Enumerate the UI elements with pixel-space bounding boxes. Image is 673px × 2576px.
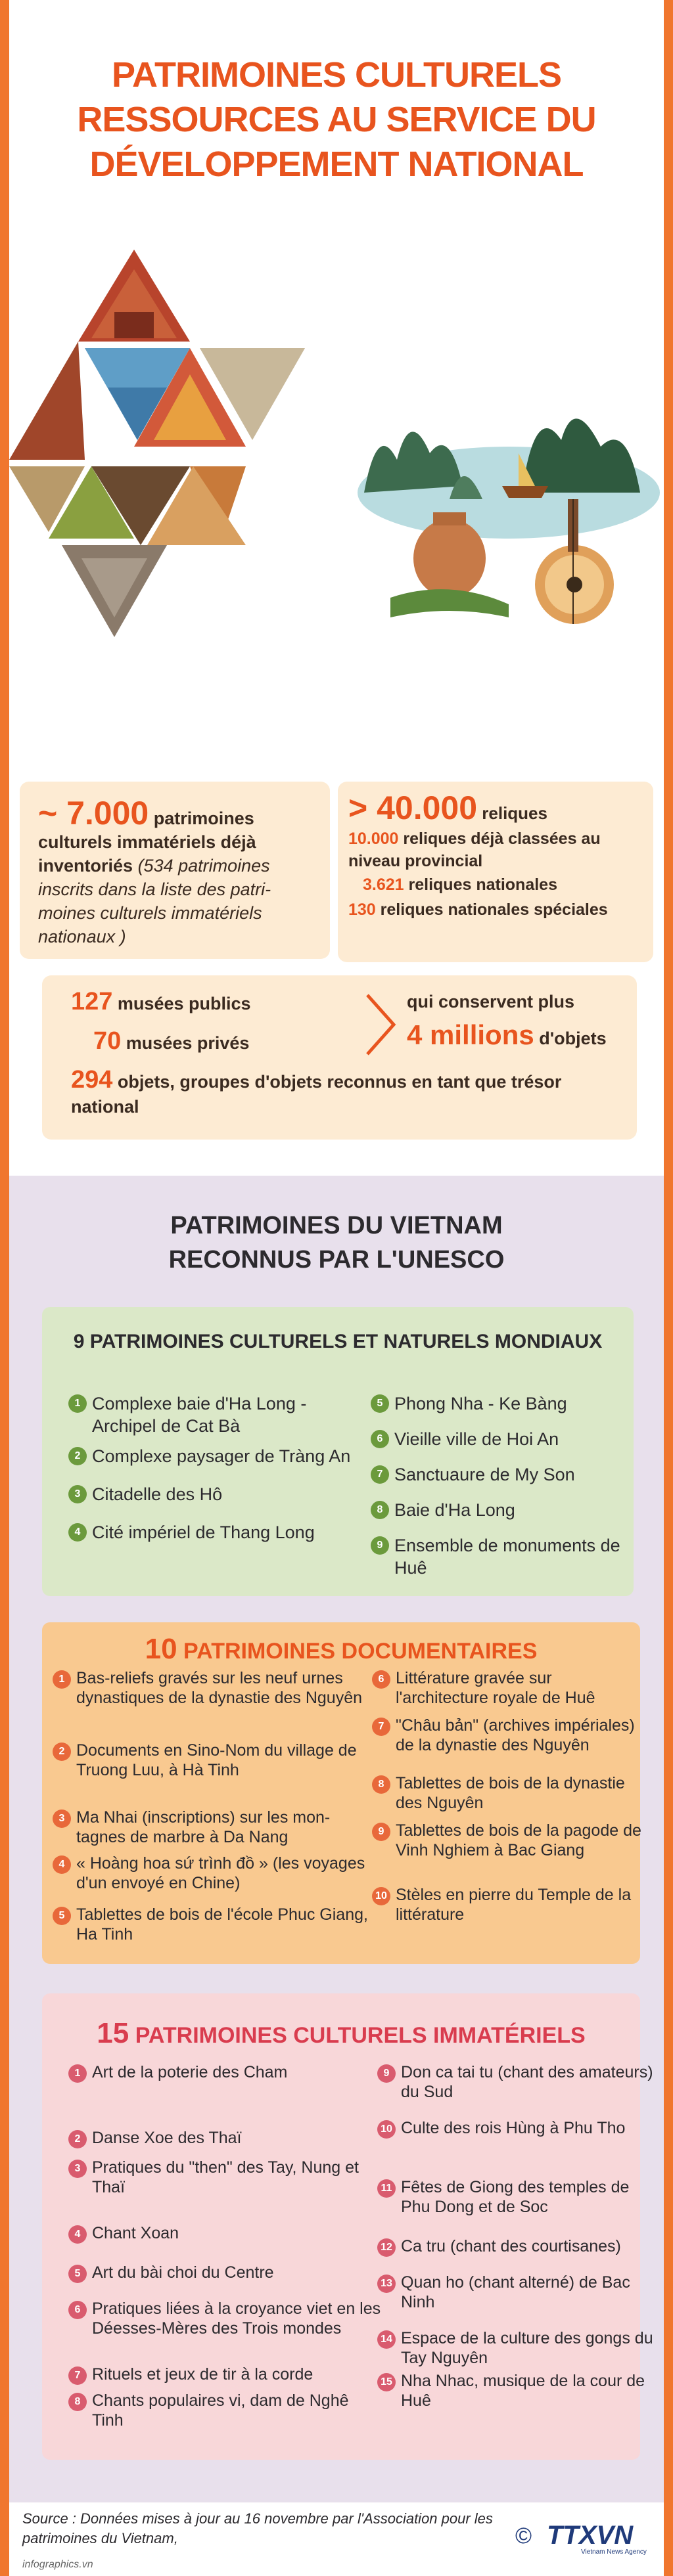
world-heritage-item: Vieille ville de Hoi An (394, 1429, 559, 1449)
intangible-count: 15 (97, 2017, 129, 2049)
documentary-item-number-icon: 6 (372, 1670, 390, 1689)
documentary-item: Tablettes de bois de la dynastie des Nguyên (396, 1774, 625, 1812)
national-label: reliques nationales (408, 876, 557, 894)
intangible-item-number-icon: 13 (377, 2275, 396, 2293)
documentary-item-number-icon: 5 (53, 1907, 71, 1925)
site-link[interactable]: infographics.vn (22, 2559, 93, 2570)
documentary-item: Ma Nhai (inscriptions) sur les mon-tagnes de marbre à Da Nang (76, 1808, 331, 1846)
private-museums-count: 70 (93, 1027, 122, 1055)
documentary-item-number-icon: 3 (53, 1810, 71, 1828)
intangible-item-number-icon: 9 (377, 2064, 396, 2083)
documentary-item: Documents en Sino-Nom du village de Truong Luu, à Hà Tinh (76, 1741, 357, 1779)
world-heritage-item-number-icon: 8 (371, 1501, 389, 1519)
ttxvn-logo (515, 2521, 660, 2554)
intangible-item-number-icon: 14 (377, 2330, 396, 2349)
intangible-item: Danse Xoe des Thaï (92, 2129, 242, 2147)
title-line-2: RESSOURCES AU SERVICE DU (77, 100, 596, 139)
world-heritage-item-number-icon: 7 (371, 1465, 389, 1484)
intangible-label-2: culturels immatériels déjà (38, 832, 256, 852)
treasure-count: 294 (71, 1066, 113, 1094)
museum-stat-box (42, 975, 637, 1140)
world-heritage-item-number-icon: 3 (68, 1485, 87, 1503)
documentary-item-number-icon: 1 (53, 1670, 71, 1689)
intangible-item-number-icon: 8 (68, 2393, 87, 2411)
intangible-item: Pratiques liées à la croyance viet en les Déesses-Mères des Trois mondes (92, 2299, 381, 2338)
intangible-item: Ca tru (chant des courtisanes) (401, 2237, 621, 2255)
relics-count: > 40.000 (348, 789, 478, 826)
documentary-item: Bas-reliefs gravés sur les neuf urnes dynastiques de la dynastie des Nguyên (76, 1669, 363, 1707)
unesco-title-line-2: RECONNUS PAR L'UNESCO (168, 1246, 505, 1274)
world-heritage-item-number-icon: 2 (68, 1447, 87, 1465)
unesco-title-line-1: PATRIMOINES DU VIETNAM (170, 1212, 503, 1239)
world-heritage-item: Complexe baie d'Ha Long - Archipel de Cat Bà (92, 1394, 307, 1436)
intangible-item-number-icon: 15 (377, 2373, 396, 2391)
private-museums-label: musées privés (126, 1033, 250, 1053)
special-label: reliques nationales spéciales (380, 900, 608, 919)
intangible-item: Nha Nhac, musique de la cour de Huê (401, 2372, 645, 2410)
world-heritage-item: Complexe paysager de Tràng An (92, 1446, 351, 1466)
documentary-item-number-icon: 2 (53, 1743, 71, 1761)
intangible-item: Espace de la culture des gongs du Tay Nguyên (401, 2329, 653, 2367)
intangible-title (42, 2017, 640, 2050)
documentary-item: « Hoàng hoa sứ trình đồ » (les voyages d'un envoyé en Chine) (76, 1854, 365, 1892)
unesco-title (9, 1209, 664, 1277)
world-heritage-item-number-icon: 1 (68, 1394, 87, 1413)
karst-mountains (364, 432, 463, 493)
intangible-item: Pratiques du "then" des Tay, Nung et Thaï (92, 2158, 359, 2196)
intangible-item-number-icon: 3 (68, 2160, 87, 2178)
intangible-item-number-icon: 7 (68, 2366, 87, 2385)
documentary-item-number-icon: 4 (53, 1855, 71, 1874)
world-heritage-item: Sanctuaure de My Son (394, 1465, 575, 1484)
public-museums-count: 127 (71, 988, 113, 1015)
intangible-item: Chants populaires vi, dam de Nghê Tinh (92, 2391, 349, 2430)
national-count: 3.621 (363, 876, 404, 894)
documentary-item: Stèles en pierre du Temple de la littérature (396, 1886, 632, 1924)
classified-count: 10.000 (348, 830, 399, 848)
page-title (9, 53, 664, 187)
intangible-item-number-icon: 12 (377, 2238, 396, 2257)
relics-label: reliques (482, 803, 547, 823)
intangible-label-1: patrimoines (153, 809, 254, 828)
halong-bay-illustration (351, 381, 660, 657)
documentary-label: PATRIMOINES DOCUMENTAIRES (183, 1639, 538, 1664)
world-heritage-item: Cité impériel de Thang Long (92, 1522, 315, 1542)
intangible-item-number-icon: 2 (68, 2130, 87, 2148)
intangible-item: Chant Xoan (92, 2224, 179, 2242)
objects-label: d'objets (539, 1029, 607, 1048)
intangible-item: Don ca tai tu (chant des amateurs) du Sud (401, 2063, 653, 2101)
heritage-photo-collage (9, 250, 364, 749)
copyright-symbol: © (515, 2523, 532, 2548)
documentary-item: Tablettes de bois de l'école Phuc Giang, Ha Tinh (76, 1905, 368, 1943)
chevron-right-icon (364, 992, 397, 1057)
world-heritage-item-number-icon: 5 (371, 1394, 389, 1413)
intangible-item: Art du bài choi du Centre (92, 2263, 274, 2282)
world-heritage-item: Ensemble de monuments de Huê (394, 1536, 620, 1578)
intangible-item: Quan ho (chant alterné) de Bac Ninh (401, 2273, 630, 2311)
world-heritage-title: 9 PATRIMOINES CULTURELS ET NATURELS MONDIAUX (73, 1331, 603, 1352)
intangible-item-number-icon: 1 (68, 2064, 87, 2083)
logo-text: TTXVN (547, 2521, 634, 2550)
documentary-title (42, 1633, 640, 1666)
photo-ceremony (9, 342, 85, 460)
intangible-item: Art de la poterie des Cham (92, 2063, 288, 2081)
title-line-1: PATRIMOINES CULTURELS (112, 55, 561, 95)
intangible-stat-box (20, 782, 330, 959)
documentary-item-number-icon: 7 (372, 1718, 390, 1736)
source-note: Source : Données mises à jour au 16 novembre par l'Association pour les patrimoines du Vietnam, (22, 2510, 493, 2546)
intangible-note: (534 patrimoines inscrits dans la liste des patri-moines culturels immatériels nationaux ) (38, 856, 271, 946)
intangible-item-number-icon: 10 (377, 2120, 396, 2139)
world-heritage-item-number-icon: 9 (371, 1536, 389, 1555)
intangible-item-number-icon: 6 (68, 2301, 87, 2319)
treasure-label: objets, groupes d'objets reconnus en tant que trésor national (71, 1072, 562, 1117)
conserve-label: qui conservent plus (407, 992, 575, 1011)
intangible-item-number-icon: 4 (68, 2225, 87, 2244)
documentary-item: Tablettes de bois de la pagode de Vinh Nghiem à Bac Giang (396, 1821, 641, 1859)
intangible-item-number-icon: 5 (68, 2265, 87, 2283)
world-heritage-item-number-icon: 4 (68, 1523, 87, 1542)
intangible-item: Fêtes de Giong des temples de Phu Dong et de Soc (401, 2178, 630, 2216)
documentary-item-number-icon: 9 (372, 1823, 390, 1841)
relics-stat-box (338, 782, 653, 962)
junk-boat (502, 486, 548, 498)
objects-count: 4 millions (407, 1019, 534, 1050)
documentary-item: "Châu bản" (archives impériales) de la dynastie des Nguyên (396, 1716, 635, 1754)
intangible-label-3: inventoriés (38, 856, 133, 876)
intangible-label: PATRIMOINES CULTURELS IMMATÉRIELS (135, 2023, 586, 2048)
intangible-item-number-icon: 11 (377, 2179, 396, 2198)
world-heritage-item: Citadelle des Hô (92, 1484, 223, 1504)
documentary-item: Littérature gravée sur l'architecture royale de Huê (396, 1669, 595, 1707)
special-count: 130 (348, 900, 376, 919)
world-heritage-item: Baie d'Ha Long (394, 1500, 515, 1520)
documentary-item-number-icon: 8 (372, 1775, 390, 1794)
documentary-item-number-icon: 10 (372, 1887, 390, 1905)
intangible-item: Culte des rois Hùng à Phu Tho (401, 2119, 626, 2137)
intangible-item: Rituels et jeux de tir à la corde (92, 2365, 313, 2384)
documentary-count: 10 (145, 1633, 177, 1665)
classified-label: reliques déjà classées au niveau provincial (348, 830, 601, 870)
intangible-count: ~ 7.000 (38, 795, 149, 832)
title-line-3: DÉVELOPPEMENT NATIONAL (89, 144, 584, 184)
world-heritage-item-number-icon: 6 (371, 1430, 389, 1448)
public-museums-label: musées publics (117, 994, 251, 1013)
logo-subtitle: Vietnam News Agency (581, 2548, 647, 2556)
world-heritage-item: Phong Nha - Ke Bàng (394, 1394, 567, 1413)
infographic-page (9, 0, 664, 2576)
